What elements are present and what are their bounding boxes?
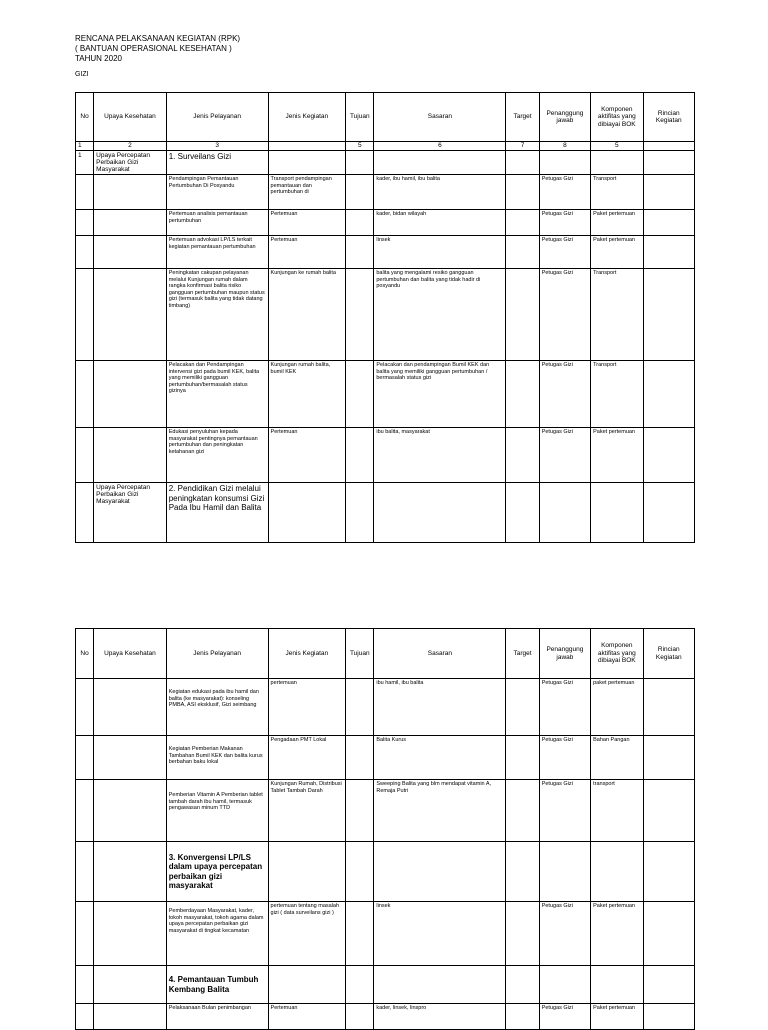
row-kegiatan: Pengadaan PMT Lokal	[268, 736, 346, 780]
row-pelayanan: Peningkatan cakupan pelayanan melalui Kunjungan rumah dalam rangka konfirmasi balita risiko gangguan pertumbuhan maupun status gizi (termasuk balita yang tidak datang timbang)	[166, 269, 268, 361]
column-number: 8	[539, 142, 590, 151]
table-row	[76, 736, 695, 780]
column-number: 6	[374, 142, 506, 151]
col-header-target: Target	[506, 629, 539, 679]
row-sasaran: linsek	[374, 902, 506, 966]
table-row	[76, 361, 695, 428]
table-row	[76, 1004, 695, 1030]
row-sasaran: Pelacakan dan pendampingan Bumil KEK dan balita yang memiliki gangguan pertumbuhan / bermasalah status gizi	[374, 361, 506, 428]
row-pelayanan-heading: 2. Pendidikan Gizi melalui peningkatan konsumsi Gizi Pada Ibu Hamil dan Balita	[166, 483, 268, 543]
row-pelayanan: Pemberdayaan Masyarakat, kader, tokoh masyarakat, tokoh agama dalam upaya percepatan perbaikan gizi masyarakat di tingkat kecamatan	[166, 902, 268, 966]
table-row	[76, 269, 695, 361]
row-kegiatan: Pertemuan	[268, 236, 346, 269]
rpk-table-2	[75, 628, 695, 1030]
row-pj: Petugas Gizi	[539, 736, 590, 780]
row-pj: Petugas Gizi	[539, 236, 590, 269]
col-header-rincian: Rincian Kegiatan	[643, 629, 694, 679]
row-pelayanan-heading: 1. Surveilans Gizi	[166, 151, 268, 175]
row-pj: Petugas Gizi	[539, 210, 590, 236]
row-komponen: Transport	[591, 175, 643, 210]
table-row	[76, 236, 695, 269]
document-title: RENCANA PELAKSANAAN KEGIATAN (RPK)	[75, 34, 241, 43]
row-pj: Petugas Gizi	[539, 780, 590, 842]
row-pelayanan-heading: 4. Pemantauan Tumbuh Kembang Balita	[166, 966, 268, 1004]
col-header-komponen: Komponen aktifitas yang dibiayai BOK	[591, 629, 643, 679]
table-row	[76, 966, 695, 1004]
col-header-sasaran: Sasaran	[374, 629, 506, 679]
row-pelayanan: Edukasi penyuluhan kepada masyarakat pentingnya pemantauan pertumbuhan dan peningkatan ketahanan gizi	[166, 428, 268, 483]
row-komponen: Paket pertemuan	[591, 210, 643, 236]
table-row	[76, 780, 695, 842]
row-sasaran: Balita Kurus	[374, 736, 506, 780]
row-pj: Petugas Gizi	[539, 902, 590, 966]
row-upaya: Upaya Percepatan Perbaikan Gizi Masyarakat	[94, 483, 167, 543]
col-header-penanggung-jawab: Penanggung jawab	[539, 93, 590, 142]
table-row	[76, 175, 695, 210]
row-kegiatan: pertemuan tentang masalah gizi ( data surveilans gizi )	[268, 902, 346, 966]
table-header-row	[76, 93, 695, 142]
column-number: 3	[166, 142, 268, 151]
row-komponen: Transport	[591, 361, 643, 428]
row-sasaran: linsek	[374, 236, 506, 269]
row-sasaran: Sweeping Balita yang blm mendapat vitamin A, Remaja Putri	[374, 780, 506, 842]
row-pj: Petugas Gizi	[539, 428, 590, 483]
column-number: 5	[591, 142, 643, 151]
row-kegiatan: Pertemuan	[268, 1004, 346, 1030]
col-header-jenis-pelayanan: Jenis Pelayanan	[166, 93, 268, 142]
table-row	[76, 151, 695, 175]
row-sasaran: ibu hamil, ibu balita	[374, 679, 506, 736]
row-no: 1	[76, 151, 94, 175]
document-subtitle: ( BANTUAN OPERASIONAL KESEHATAN )	[75, 44, 232, 53]
row-sasaran: ibu balita, masyarakat	[374, 428, 506, 483]
table-header-row	[76, 629, 695, 679]
row-kegiatan: Kunjungan rumah balita, bumil KEK	[268, 361, 346, 428]
row-kegiatan: Pertemuan	[268, 428, 346, 483]
row-pelayanan: Pertemuan advokasi LP/LS terkait kegiatan pemantauan pertumbuhan	[166, 236, 268, 269]
table-row	[76, 428, 695, 483]
row-pj: Petugas Gizi	[539, 269, 590, 361]
col-header-tujuan: Tujuan	[346, 93, 374, 142]
row-kegiatan: Kunjungan ke rumah balita	[268, 269, 346, 361]
col-header-jenis-pelayanan: Jenis Pelayanan	[166, 629, 268, 679]
col-header-no: No	[76, 629, 94, 679]
row-pelayanan: Pemberian Vitamin A Pemberian tablet tambah darah ibu hamil, termasuk pengawasan minum TTD	[166, 780, 268, 842]
row-komponen: paket pertemuan	[591, 679, 643, 736]
col-header-upaya: Upaya Kesehatan	[94, 629, 167, 679]
table-row	[76, 679, 695, 736]
row-pelayanan: Pelacakan dan Pendampingan intervensi gizi pada bumil KEK, balita yang memiliki gangguan pertumbuhan/bermasalah status gizinya	[166, 361, 268, 428]
rpk-table-1	[75, 92, 695, 543]
row-komponen: Paket pertemuan	[591, 236, 643, 269]
col-header-rincian: Rincian Kegiatan	[643, 93, 694, 142]
row-komponen: transport	[591, 780, 643, 842]
column-number: 5	[346, 142, 374, 151]
row-sasaran: balita yang mengalami resiko gangguan pertumbuhan dan balita yang tidak hadir di posyandu	[374, 269, 506, 361]
column-number	[268, 142, 346, 151]
row-kegiatan: pertemuan	[268, 679, 346, 736]
col-header-target: Target	[506, 93, 539, 142]
column-number: 7	[506, 142, 539, 151]
table-row	[76, 842, 695, 902]
row-pj: Petugas Gizi	[539, 1004, 590, 1030]
col-header-penanggung-jawab: Penanggung jawab	[539, 629, 590, 679]
row-komponen: Paket pertemuan	[591, 1004, 643, 1030]
row-pelayanan: Kegiatan Pemberian Makanan Tambahan Bumil KEK dan balita kurus berbahan baku lokal	[166, 736, 268, 780]
document-year: TAHUN 2020	[75, 54, 122, 63]
row-kegiatan: Kunjungan Rumah, Distribusi Tablet Tambah Darah	[268, 780, 346, 842]
table-row	[76, 902, 695, 966]
column-number	[643, 142, 694, 151]
section-label: GIZI	[75, 71, 89, 78]
row-pj: Petugas Gizi	[539, 679, 590, 736]
column-number-row	[76, 142, 695, 151]
row-kegiatan: Transport pendampingan pemantauan dan pertumbuhan di	[268, 175, 346, 210]
row-pelayanan: Kegiatan edukasi pada ibu hamil dan balita (ke masyarakat): konseling PMBA, ASI eksklusif, Gizi seimbang	[166, 679, 268, 736]
row-pj: Petugas Gizi	[539, 175, 590, 210]
col-header-tujuan: Tujuan	[346, 629, 374, 679]
col-header-komponen: Komponen aktifitas yang dibiayai BOK	[591, 93, 643, 142]
row-sasaran: kader, bidan wilayah	[374, 210, 506, 236]
col-header-sasaran: Sasaran	[374, 93, 506, 142]
table-row	[76, 210, 695, 236]
col-header-jenis-kegiatan: Jenis Kegiatan	[268, 629, 346, 679]
row-komponen: Transport	[591, 269, 643, 361]
col-header-upaya: Upaya Kesehatan	[94, 93, 167, 142]
table-row	[76, 483, 695, 543]
row-komponen: Paket pertemuan	[591, 902, 643, 966]
col-header-no: No	[76, 93, 94, 142]
col-header-jenis-kegiatan: Jenis Kegiatan	[268, 93, 346, 142]
column-number: 2	[94, 142, 167, 151]
row-pelayanan: Pertemuan analisis pemantauan pertumbuhan	[166, 210, 268, 236]
row-sasaran: kader, ibu hamil, ibu balita	[374, 175, 506, 210]
row-sasaran: kader, linsek, linspro	[374, 1004, 506, 1030]
row-pj: Petugas Gizi	[539, 361, 590, 428]
row-pelayanan: Pendampingan Pemantauan Pertumbuhan Di Posyandu	[166, 175, 268, 210]
row-kegiatan: Pertemuan	[268, 210, 346, 236]
row-upaya: Upaya Percepatan Perbaikan Gizi Masyarakat	[94, 151, 167, 175]
column-number: 1	[76, 142, 94, 151]
row-komponen: Paket pertemuan	[591, 428, 643, 483]
row-komponen: Bahan Pangan	[591, 736, 643, 780]
row-pelayanan: Pelaksanaan Bulan penimbangan	[166, 1004, 268, 1030]
row-pelayanan-heading: 3. Konvergensi LP/LS dalam upaya percepatan perbaikan gizi masyarakat	[166, 842, 268, 902]
